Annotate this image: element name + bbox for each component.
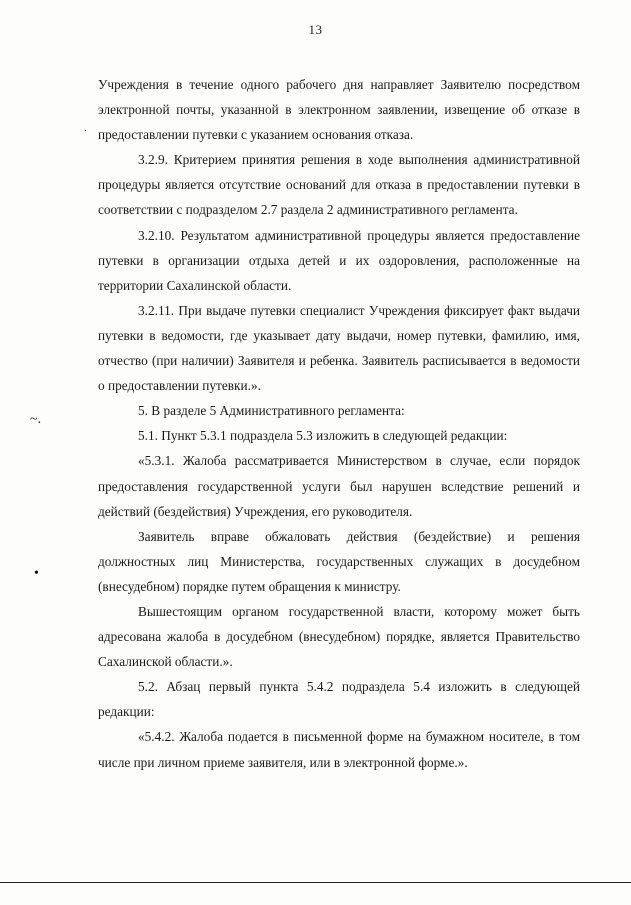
document-body <box>98 72 580 775</box>
paragraph-section-5: 5. В разделе 5 Административного регламента: <box>138 403 405 419</box>
paragraph-5-2: 5.2. Абзац первый пункта 5.4.2 подраздела 5.4 изложить в следующей редакции: <box>98 679 580 720</box>
paragraph-higher-authority: Вышестоящим органом государственной власти, которому может быть адресована жалоба в досудебном (внесудебном) порядке, является Правительство Сахалинской области.». <box>98 603 580 670</box>
paragraph-3-2-9: 3.2.9. Критерием принятия решения в ходе выполнения административной процедуры является отсутствие оснований для отказа в предоставлении путевки в соответствии с подразделом 2.7 раздела 2 административного регламента. <box>98 152 580 218</box>
paragraph-5-4-2: «5.4.2. Жалоба подается в письменной форме на бумажном носителе, в том числе при личном приеме заявителя, или в электронной форме.». <box>98 729 580 770</box>
paragraph-appeal-right: Заявитель вправе обжаловать действия (бездействие) и решения должностных лиц Министерства, государственных служащих в досудебном (внесудебном) порядке путем обращения к министру. <box>98 528 580 594</box>
scan-speck: ~. <box>30 412 42 427</box>
paragraph-5-1: 5.1. Пункт 5.3.1 подраздела 5.3 изложить в следующей редакции: <box>138 428 508 444</box>
bottom-rule-line <box>0 882 631 883</box>
paragraph-5-3-1: «5.3.1. Жалоба рассматривается Министерством в случае, если порядок предоставления государственной услуги был нарушен вследствие решений и действий (бездействия) Учреждения, его руководителя. <box>98 453 580 519</box>
paragraph-3-2-11: 3.2.11. При выдаче путевки специалист Учреждения фиксирует факт выдачи путевки в ведомости, где указывает дату выдачи, номер путевки, фамилию, имя, отчество (при наличии) Заявителя и ребенка. Заявитель расписывается в ведомости о предоставлении путевки.». <box>98 302 580 394</box>
paragraph-continuation: Учреждения в течение одного рабочего дня направляет Заявителю посредством электронной почты, указанной в электронном заявлении, извещение об отказе в предоставлении путевки с указанием основания отказа. <box>98 77 580 143</box>
paragraph-3-2-10: 3.2.10. Результатом административной процедуры является предоставление путевки в организации отдыха детей и их оздоровления, расположенные на территории Сахалинской области. <box>98 227 580 293</box>
scan-speck: • <box>34 566 39 581</box>
scan-speck: . <box>84 122 87 134</box>
page-number: 13 <box>308 22 323 37</box>
